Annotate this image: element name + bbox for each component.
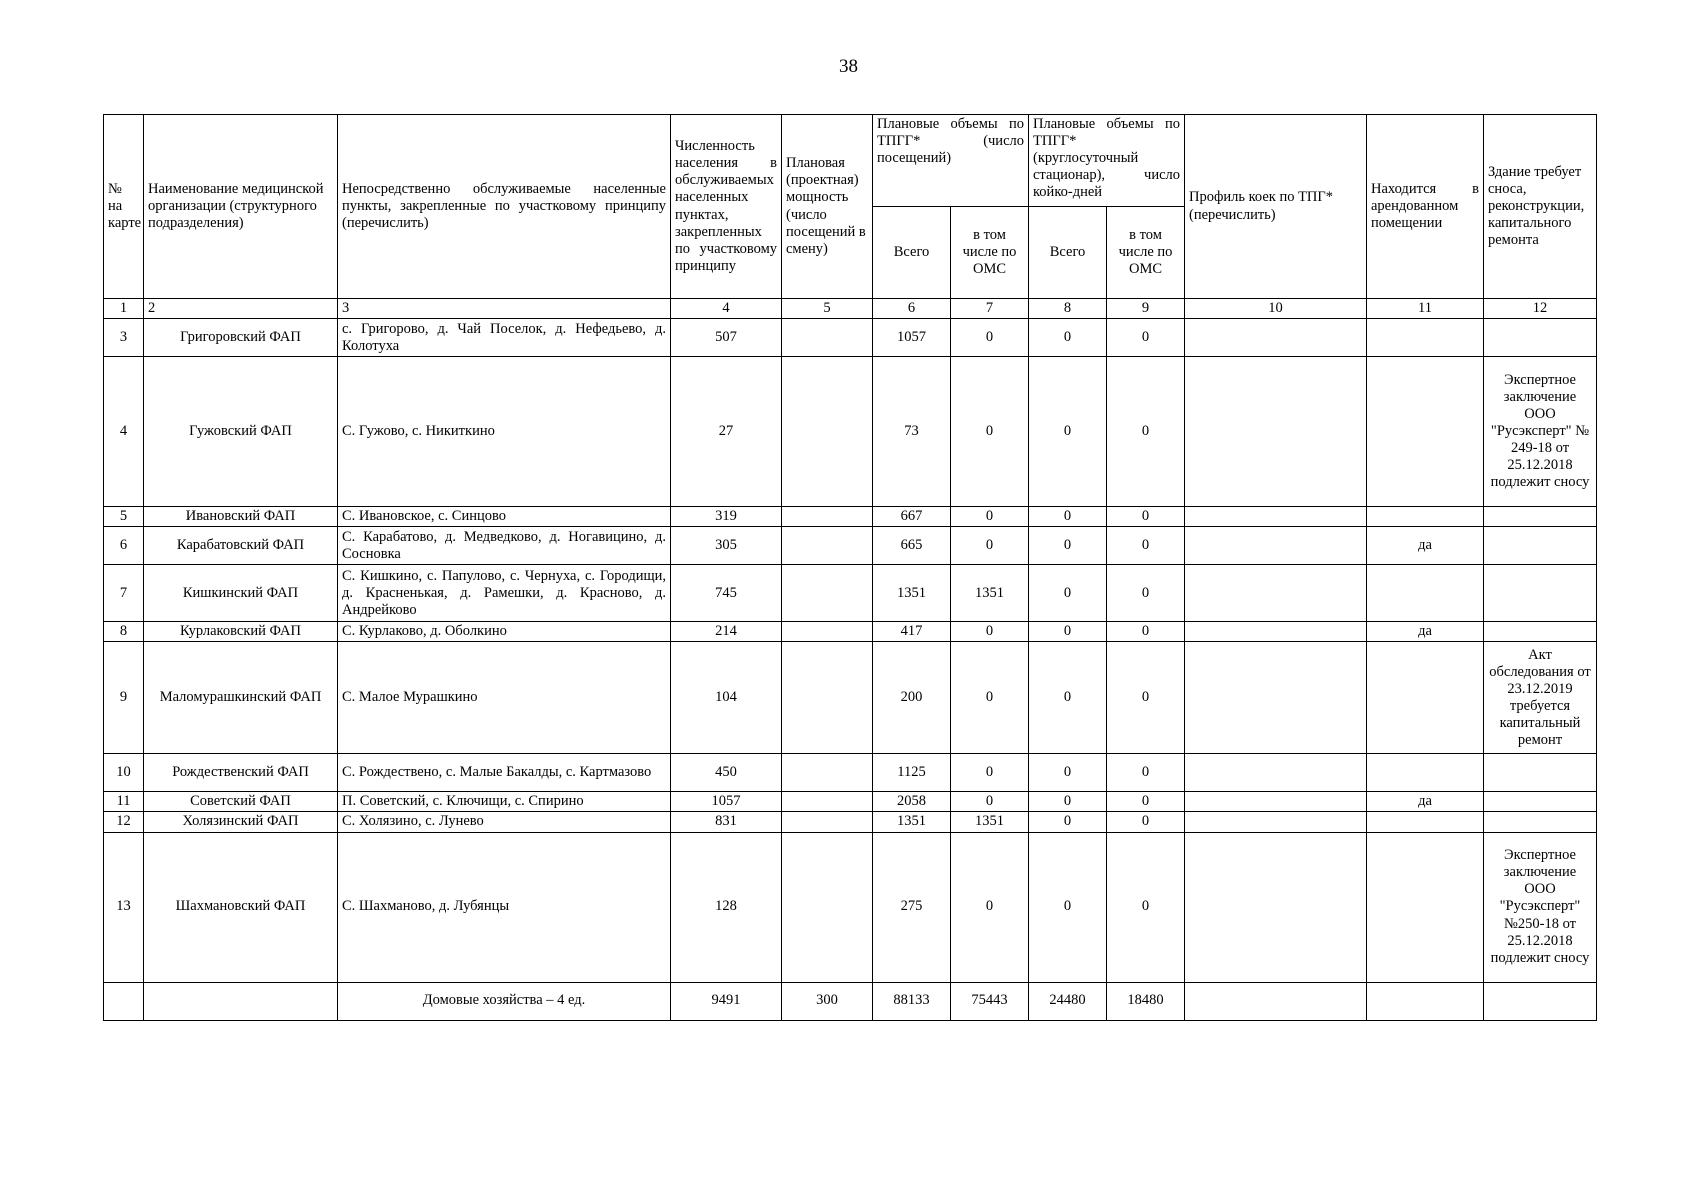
summary-row <box>104 982 1597 1020</box>
row-population: 507 <box>671 319 782 357</box>
row-building-status <box>1484 565 1597 622</box>
summary-visits-total: 88133 <box>873 982 951 1020</box>
row-visits-oms: 0 <box>951 832 1029 982</box>
row-beddays-oms: 0 <box>1107 319 1185 357</box>
column-number: 6 <box>873 299 951 319</box>
row-population: 104 <box>671 642 782 754</box>
row-organization-name: Рождественский ФАП <box>144 754 338 792</box>
row-visits-oms: 0 <box>951 319 1029 357</box>
row-beddays-oms: 0 <box>1107 642 1185 754</box>
row-building-status <box>1484 319 1597 357</box>
row-map-number: 11 <box>104 792 144 812</box>
row-building-status <box>1484 812 1597 832</box>
row-visits-oms: 0 <box>951 792 1029 812</box>
row-organization-name: Карабатовский ФАП <box>144 527 338 565</box>
row-beddays-oms: 0 <box>1107 357 1185 507</box>
header-visits-total: Всего <box>873 207 951 299</box>
table-row <box>104 812 1597 832</box>
row-population: 27 <box>671 357 782 507</box>
row-capacity <box>782 319 873 357</box>
row-capacity <box>782 792 873 812</box>
column-numbers-row <box>104 299 1597 319</box>
row-beddays-oms: 0 <box>1107 622 1185 642</box>
row-population: 128 <box>671 832 782 982</box>
column-number: 7 <box>951 299 1029 319</box>
header-visits-oms: в том числе по ОМС <box>951 207 1029 299</box>
row-map-number: 6 <box>104 527 144 565</box>
summary-capacity: 300 <box>782 982 873 1020</box>
row-rented <box>1367 507 1484 527</box>
row-beddays-total: 0 <box>1029 507 1107 527</box>
row-beddays-oms: 0 <box>1107 832 1185 982</box>
row-beddays-total: 0 <box>1029 792 1107 812</box>
table-row <box>104 642 1597 754</box>
row-capacity <box>782 622 873 642</box>
row-building-status: Экспертное заключение ООО "Русэксперт" №250-18 от 25.12.2018 подлежит сносу <box>1484 832 1597 982</box>
row-beddays-total: 0 <box>1029 319 1107 357</box>
row-beddays-oms: 0 <box>1107 527 1185 565</box>
row-building-status <box>1484 507 1597 527</box>
row-organization-name: Гужовский ФАП <box>144 357 338 507</box>
row-visits-total: 667 <box>873 507 951 527</box>
row-rented <box>1367 357 1484 507</box>
row-population: 831 <box>671 812 782 832</box>
column-number: 8 <box>1029 299 1107 319</box>
row-visits-total: 417 <box>873 622 951 642</box>
row-population: 214 <box>671 622 782 642</box>
header-row-1 <box>104 115 1597 207</box>
row-visits-total: 1351 <box>873 812 951 832</box>
row-visits-oms: 0 <box>951 357 1029 507</box>
row-map-number: 10 <box>104 754 144 792</box>
header-bed-profile: Профиль коек по ТПГ* (перечислить) <box>1185 115 1367 299</box>
header-organization: Наименование медицинской организации (структурного подразделения) <box>144 115 338 299</box>
summary-empty <box>1185 982 1367 1020</box>
summary-beddays-oms: 18480 <box>1107 982 1185 1020</box>
row-rented: да <box>1367 622 1484 642</box>
row-bed-profile <box>1185 622 1367 642</box>
row-visits-total: 1351 <box>873 565 951 622</box>
row-map-number: 5 <box>104 507 144 527</box>
row-bed-profile <box>1185 792 1367 812</box>
row-visits-oms: 1351 <box>951 812 1029 832</box>
summary-empty <box>1367 982 1484 1020</box>
row-organization-name: Маломурашкинский ФАП <box>144 642 338 754</box>
header-building-status: Здание требует сноса, реконструкции, капитального ремонта <box>1484 115 1597 299</box>
row-visits-oms: 0 <box>951 507 1029 527</box>
row-organization-name: Советский ФАП <box>144 792 338 812</box>
row-visits-total: 1057 <box>873 319 951 357</box>
row-visits-oms: 0 <box>951 527 1029 565</box>
row-map-number: 3 <box>104 319 144 357</box>
column-number: 9 <box>1107 299 1185 319</box>
row-beddays-oms: 0 <box>1107 792 1185 812</box>
row-building-status: Акт обследования от 23.12.2019 требуется капитальный ремонт <box>1484 642 1597 754</box>
row-settlements: С. Шахманово, д. Лубянцы <box>338 832 671 982</box>
header-population: Численность населения в обслуживаемых населенных пунктах, закрепленных по участковому принципу <box>671 115 782 299</box>
row-beddays-total: 0 <box>1029 357 1107 507</box>
row-beddays-total: 0 <box>1029 642 1107 754</box>
row-visits-oms: 0 <box>951 754 1029 792</box>
row-map-number: 7 <box>104 565 144 622</box>
row-map-number: 4 <box>104 357 144 507</box>
row-visits-oms: 1351 <box>951 565 1029 622</box>
row-map-number: 13 <box>104 832 144 982</box>
header-settlements: Непосредственно обслуживаемые населенные пункты, закрепленные по участковому принципу (перечислить) <box>338 115 671 299</box>
row-rented: да <box>1367 527 1484 565</box>
row-beddays-oms: 0 <box>1107 754 1185 792</box>
row-beddays-total: 0 <box>1029 527 1107 565</box>
header-beddays: Плановые объемы по ТПГГ* (круглосуточный стационар), число койко-дней <box>1029 115 1185 207</box>
row-capacity <box>782 832 873 982</box>
row-organization-name: Кишкинский ФАП <box>144 565 338 622</box>
row-visits-oms: 0 <box>951 642 1029 754</box>
row-capacity <box>782 507 873 527</box>
row-organization-name: Ивановский ФАП <box>144 507 338 527</box>
table-row <box>104 832 1597 982</box>
row-building-status <box>1484 754 1597 792</box>
row-visits-total: 665 <box>873 527 951 565</box>
row-population: 319 <box>671 507 782 527</box>
table-row <box>104 527 1597 565</box>
table-row <box>104 622 1597 642</box>
header-beddays-total: Всего <box>1029 207 1107 299</box>
row-beddays-oms: 0 <box>1107 565 1185 622</box>
summary-label: Домовые хозяйства – 4 ед. <box>338 982 671 1020</box>
row-map-number: 9 <box>104 642 144 754</box>
summary-empty <box>144 982 338 1020</box>
facilities-table <box>103 114 1597 1021</box>
summary-beddays-total: 24480 <box>1029 982 1107 1020</box>
row-bed-profile <box>1185 507 1367 527</box>
row-bed-profile <box>1185 357 1367 507</box>
row-bed-profile <box>1185 754 1367 792</box>
header-map-number: № на карте <box>104 115 144 299</box>
column-number: 5 <box>782 299 873 319</box>
table-row <box>104 565 1597 622</box>
column-number: 10 <box>1185 299 1367 319</box>
row-settlements: С. Рождествено, с. Малые Бакалды, с. Картмазово <box>338 754 671 792</box>
row-beddays-total: 0 <box>1029 832 1107 982</box>
row-beddays-oms: 0 <box>1107 507 1185 527</box>
column-number: 3 <box>338 299 671 319</box>
row-rented: да <box>1367 792 1484 812</box>
row-bed-profile <box>1185 319 1367 357</box>
row-bed-profile <box>1185 642 1367 754</box>
row-settlements: с. Григорово, д. Чай Поселок, д. Нефедьево, д. Колотуха <box>338 319 671 357</box>
summary-empty <box>1484 982 1597 1020</box>
column-number: 2 <box>144 299 338 319</box>
row-rented <box>1367 812 1484 832</box>
row-building-status <box>1484 527 1597 565</box>
row-capacity <box>782 642 873 754</box>
row-building-status: Экспертное заключение ООО "Русэксперт" № 249-18 от 25.12.2018 подлежит сносу <box>1484 357 1597 507</box>
row-population: 450 <box>671 754 782 792</box>
summary-empty <box>104 982 144 1020</box>
header-rented: Находится в арендованном помещении <box>1367 115 1484 299</box>
row-settlements: С. Гужово, с. Никиткино <box>338 357 671 507</box>
row-bed-profile <box>1185 527 1367 565</box>
row-map-number: 12 <box>104 812 144 832</box>
row-capacity <box>782 357 873 507</box>
row-bed-profile <box>1185 832 1367 982</box>
row-rented <box>1367 832 1484 982</box>
table-row <box>104 357 1597 507</box>
row-visits-total: 1125 <box>873 754 951 792</box>
row-beddays-total: 0 <box>1029 622 1107 642</box>
row-beddays-total: 0 <box>1029 565 1107 622</box>
row-settlements: П. Советский, с. Ключищи, с. Спирино <box>338 792 671 812</box>
row-population: 745 <box>671 565 782 622</box>
table-row <box>104 754 1597 792</box>
row-building-status <box>1484 792 1597 812</box>
column-number: 1 <box>104 299 144 319</box>
row-beddays-total: 0 <box>1029 754 1107 792</box>
header-beddays-oms: в том числе по ОМС <box>1107 207 1185 299</box>
column-number: 4 <box>671 299 782 319</box>
summary-population: 9491 <box>671 982 782 1020</box>
header-capacity: Плановая (проектная) мощность (число посещений в смену) <box>782 115 873 299</box>
row-settlements: С. Малое Мурашкино <box>338 642 671 754</box>
row-rented <box>1367 319 1484 357</box>
row-capacity <box>782 527 873 565</box>
row-rented <box>1367 565 1484 622</box>
summary-visits-oms: 75443 <box>951 982 1029 1020</box>
row-population: 1057 <box>671 792 782 812</box>
row-visits-total: 73 <box>873 357 951 507</box>
column-number: 11 <box>1367 299 1484 319</box>
row-organization-name: Курлаковский ФАП <box>144 622 338 642</box>
row-settlements: С. Холязино, с. Лунево <box>338 812 671 832</box>
table-row <box>104 319 1597 357</box>
row-settlements: С. Кишкино, с. Папулово, с. Чернуха, с. Городищи, д. Красненькая, д. Рамешки, д. Красново, д. Андрейково <box>338 565 671 622</box>
row-settlements: С. Курлаково, д. Оболкино <box>338 622 671 642</box>
row-building-status <box>1484 622 1597 642</box>
row-rented <box>1367 642 1484 754</box>
row-visits-oms: 0 <box>951 622 1029 642</box>
page-number: 38 <box>839 56 858 77</box>
row-bed-profile <box>1185 812 1367 832</box>
row-map-number: 8 <box>104 622 144 642</box>
row-capacity <box>782 565 873 622</box>
row-population: 305 <box>671 527 782 565</box>
row-visits-total: 275 <box>873 832 951 982</box>
header-visits: Плановые объемы по ТПГГ* (число посещений) <box>873 115 1029 207</box>
row-bed-profile <box>1185 565 1367 622</box>
row-beddays-total: 0 <box>1029 812 1107 832</box>
row-capacity <box>782 754 873 792</box>
row-organization-name: Холязинский ФАП <box>144 812 338 832</box>
row-visits-total: 200 <box>873 642 951 754</box>
row-settlements: С. Карабатово, д. Медведково, д. Ногавицино, д. Сосновка <box>338 527 671 565</box>
row-organization-name: Шахмановский ФАП <box>144 832 338 982</box>
row-organization-name: Григоровский ФАП <box>144 319 338 357</box>
row-visits-total: 2058 <box>873 792 951 812</box>
column-number: 12 <box>1484 299 1597 319</box>
table-row <box>104 507 1597 527</box>
row-settlements: С. Ивановское, с. Синцово <box>338 507 671 527</box>
table-row <box>104 792 1597 812</box>
row-rented <box>1367 754 1484 792</box>
row-capacity <box>782 812 873 832</box>
row-beddays-oms: 0 <box>1107 812 1185 832</box>
